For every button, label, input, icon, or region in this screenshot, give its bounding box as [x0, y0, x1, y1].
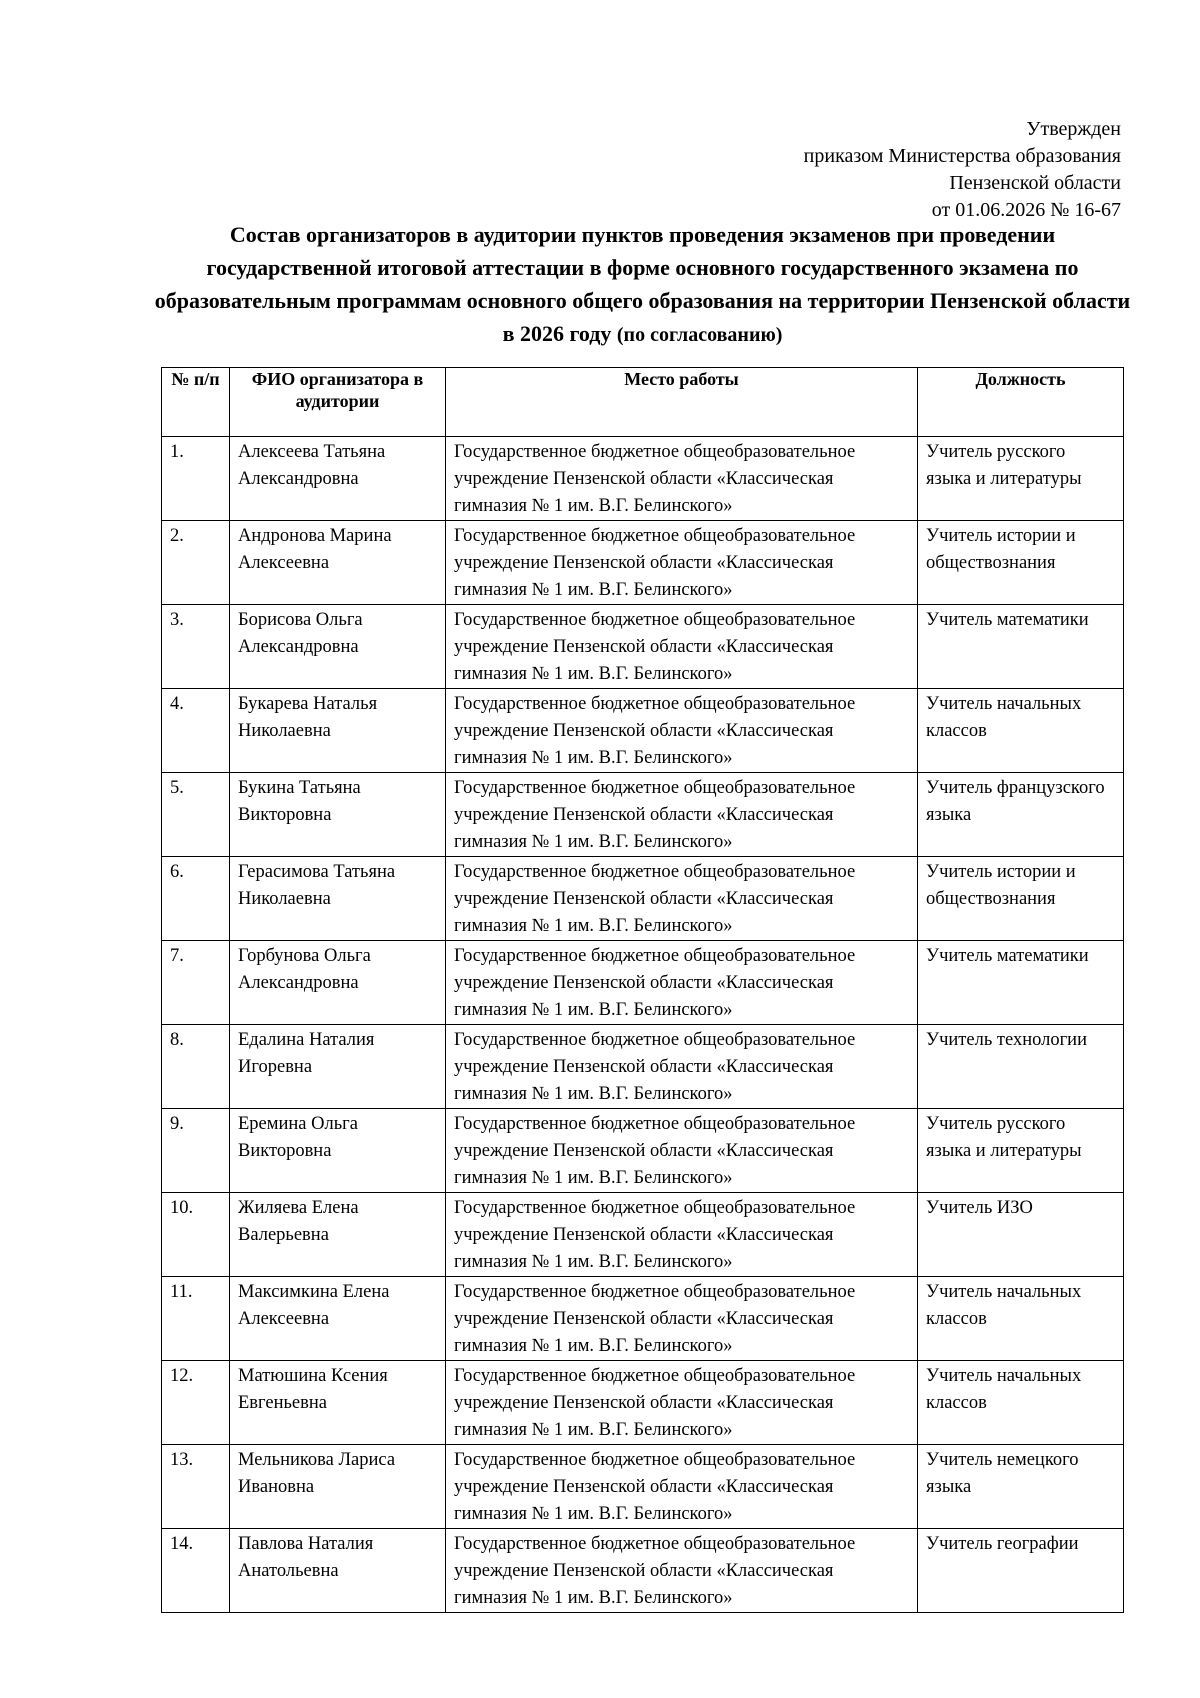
row-work: Государственное бюджетное общеобразовательное учреждение Пензенской области «Классическая гимназия № 1 им. В.Г. Белинского»	[446, 941, 918, 1025]
row-name: Герасимова Татьяна Николаевна	[230, 857, 446, 941]
row-num: 1.	[162, 437, 230, 521]
table-row	[162, 521, 1124, 605]
row-name: Мельникова Лариса Ивановна	[230, 1445, 446, 1529]
approval-line-2: приказом Министерства образования	[803, 145, 1121, 167]
table-row	[162, 857, 1124, 941]
row-name: Еремина Ольга Викторовна	[230, 1109, 446, 1193]
table-row	[162, 1109, 1124, 1193]
row-position: Учитель географии	[918, 1529, 1124, 1613]
row-num: 13.	[162, 1445, 230, 1529]
header-num: № п/п	[162, 368, 230, 437]
table-row	[162, 773, 1124, 857]
row-position: Учитель ИЗО	[918, 1193, 1124, 1277]
approval-line-3: Пензенской области	[949, 172, 1121, 194]
row-position: Учитель русского языка и литературы	[918, 437, 1124, 521]
approval-block	[804, 116, 1121, 224]
row-name: Матюшина Ксения Евгеньевна	[230, 1361, 446, 1445]
row-num: 4.	[162, 689, 230, 773]
row-position: Учитель истории и обществознания	[918, 857, 1124, 941]
table-row	[162, 1193, 1124, 1277]
row-num: 6.	[162, 857, 230, 941]
table-row	[162, 689, 1124, 773]
row-position: Учитель начальных классов	[918, 1277, 1124, 1361]
row-work: Государственное бюджетное общеобразовательное учреждение Пензенской области «Классическая гимназия № 1 им. В.Г. Белинского»	[446, 773, 918, 857]
row-position: Учитель начальных классов	[918, 689, 1124, 773]
title-main: Состав организаторов в аудитории пунктов проведения экзаменов при проведении государственной итоговой аттестации в форме основного государственного экзамена по образовательным программам основного общего образования на территории Пензенской области в 2026 году	[154, 222, 1131, 346]
header-position: Должность	[918, 368, 1124, 437]
row-name: Павлова Наталия Анатольевна	[230, 1529, 446, 1613]
row-num: 14.	[162, 1529, 230, 1613]
table-header-row	[162, 368, 1124, 437]
row-work: Государственное бюджетное общеобразовательное учреждение Пензенской области «Классическая гимназия № 1 им. В.Г. Белинского»	[446, 605, 918, 689]
row-name: Жиляева Елена Валерьевна	[230, 1193, 446, 1277]
header-name: ФИО организатора в аудитории	[230, 368, 446, 437]
table-row	[162, 1445, 1124, 1529]
organizers-table	[161, 367, 1124, 1613]
header-work: Место работы	[446, 368, 918, 437]
row-work: Государственное бюджетное общеобразовательное учреждение Пензенской области «Классическая гимназия № 1 им. В.Г. Белинского»	[446, 689, 918, 773]
row-num: 11.	[162, 1277, 230, 1361]
row-num: 5.	[162, 773, 230, 857]
row-num: 8.	[162, 1025, 230, 1109]
row-work: Государственное бюджетное общеобразовательное учреждение Пензенской области «Классическая гимназия № 1 им. В.Г. Белинского»	[446, 857, 918, 941]
row-position: Учитель начальных классов	[918, 1361, 1124, 1445]
row-work: Государственное бюджетное общеобразовательное учреждение Пензенской области «Классическая гимназия № 1 им. В.Г. Белинского»	[446, 437, 918, 521]
table-body	[162, 437, 1124, 1613]
document-title	[150, 218, 1135, 352]
table-row	[162, 437, 1124, 521]
row-name: Алексеева Татьяна Александровна	[230, 437, 446, 521]
row-num: 12.	[162, 1361, 230, 1445]
row-work: Государственное бюджетное общеобразовательное учреждение Пензенской области «Классическая гимназия № 1 им. В.Г. Белинского»	[446, 1109, 918, 1193]
approval-line-4: от 01.06.2026 № 16-67	[931, 199, 1121, 221]
row-work: Государственное бюджетное общеобразовательное учреждение Пензенской области «Классическая гимназия № 1 им. В.Г. Белинского»	[446, 1445, 918, 1529]
row-position: Учитель технологии	[918, 1025, 1124, 1109]
row-name: Едалина Наталия Игоревна	[230, 1025, 446, 1109]
row-position: Учитель русского языка и литературы	[918, 1109, 1124, 1193]
row-num: 10.	[162, 1193, 230, 1277]
row-name: Борисова Ольга Александровна	[230, 605, 446, 689]
row-work: Государственное бюджетное общеобразовательное учреждение Пензенской области «Классическая гимназия № 1 им. В.Г. Белинского»	[446, 1277, 918, 1361]
table-row	[162, 605, 1124, 689]
row-work: Государственное бюджетное общеобразовательное учреждение Пензенской области «Классическая гимназия № 1 им. В.Г. Белинского»	[446, 1025, 918, 1109]
row-num: 2.	[162, 521, 230, 605]
row-num: 3.	[162, 605, 230, 689]
row-work: Государственное бюджетное общеобразовательное учреждение Пензенской области «Классическая гимназия № 1 им. В.Г. Белинского»	[446, 521, 918, 605]
row-position: Учитель истории и обществознания	[918, 521, 1124, 605]
approval-line-1: Утвержден	[1026, 118, 1121, 140]
row-name: Букина Татьяна Викторовна	[230, 773, 446, 857]
row-name: Горбунова Ольга Александровна	[230, 941, 446, 1025]
row-num: 7.	[162, 941, 230, 1025]
row-work: Государственное бюджетное общеобразовательное учреждение Пензенской области «Классическая гимназия № 1 им. В.Г. Белинского»	[446, 1193, 918, 1277]
row-position: Учитель немецкого языка	[918, 1445, 1124, 1529]
table-row	[162, 1529, 1124, 1613]
table-row	[162, 1361, 1124, 1445]
row-name: Максимкина Елена Алексеевна	[230, 1277, 446, 1361]
table-row	[162, 941, 1124, 1025]
row-position: Учитель математики	[918, 941, 1124, 1025]
table-row	[162, 1277, 1124, 1361]
row-num: 9.	[162, 1109, 230, 1193]
row-name: Букарева Наталья Николаевна	[230, 689, 446, 773]
row-position: Учитель французского языка	[918, 773, 1124, 857]
row-work: Государственное бюджетное общеобразовательное учреждение Пензенской области «Классическая гимназия № 1 им. В.Г. Белинского»	[446, 1361, 918, 1445]
title-note: (по согласованию)	[616, 324, 783, 346]
row-work: Государственное бюджетное общеобразовательное учреждение Пензенской области «Классическая гимназия № 1 им. В.Г. Белинского»	[446, 1529, 918, 1613]
row-position: Учитель математики	[918, 605, 1124, 689]
table-row	[162, 1025, 1124, 1109]
row-name: Андронова Марина Алексеевна	[230, 521, 446, 605]
